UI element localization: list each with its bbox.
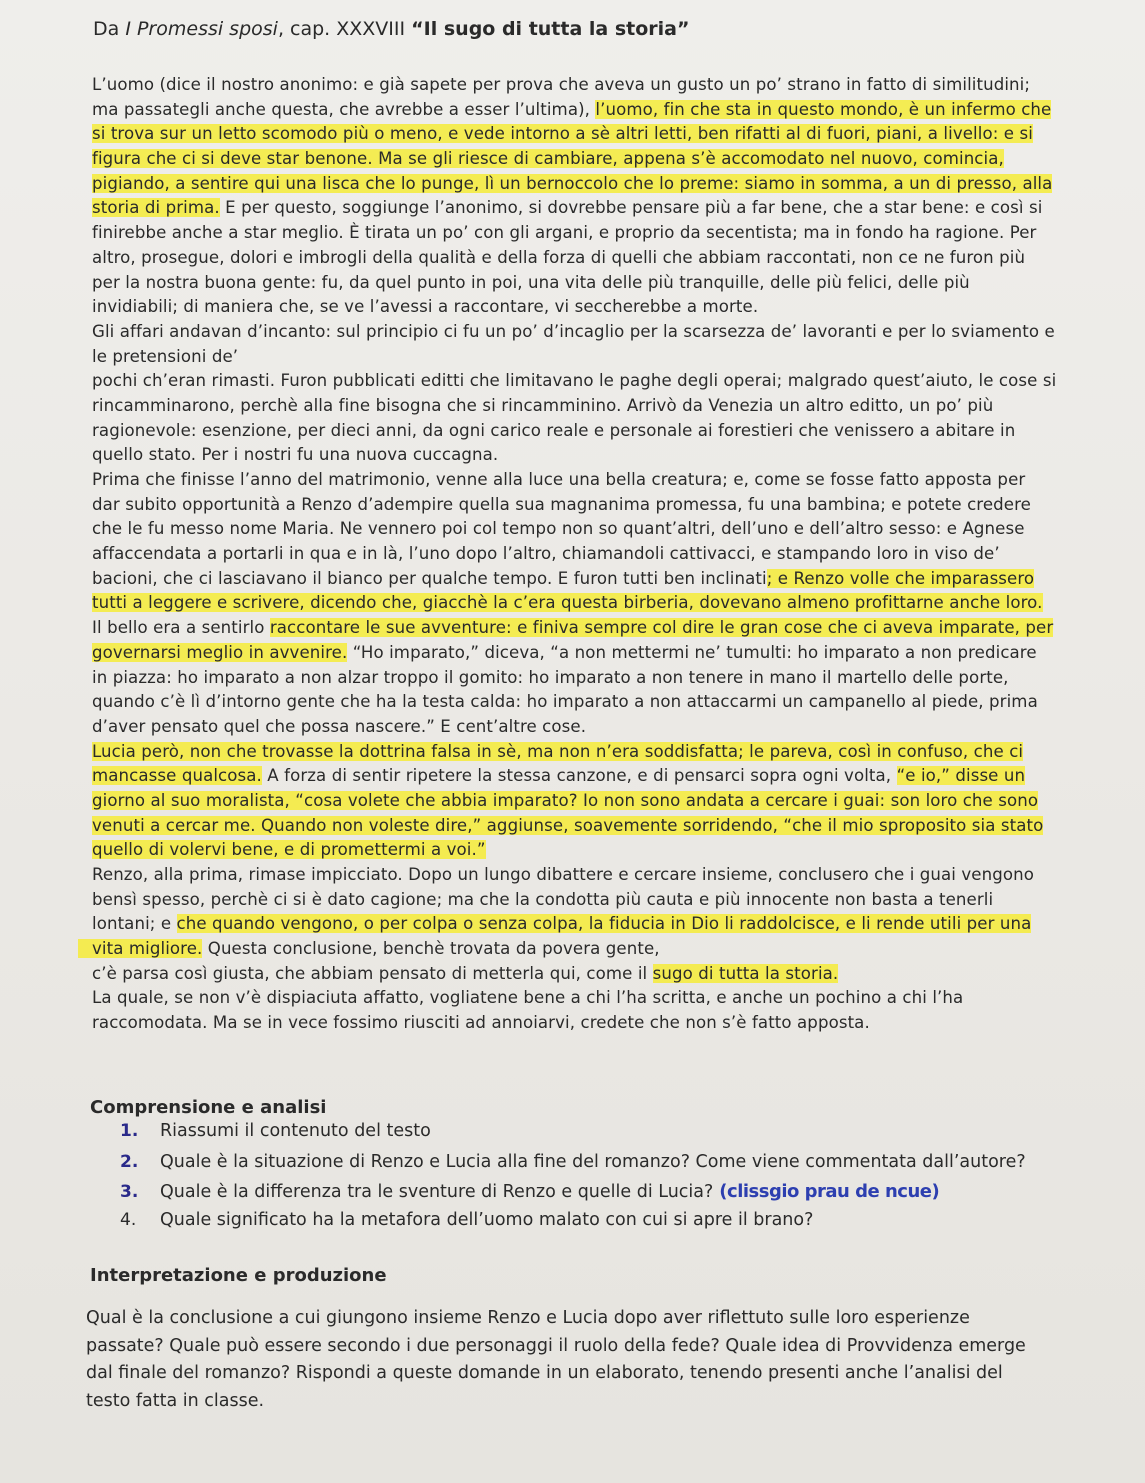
prompt-line: testo fatta in classe. xyxy=(86,1390,265,1411)
text-segment: ragionevole: esenzione, per dieci anni, da ogni carico reale e personale ai forestieri che venissero a abitare in xyxy=(92,420,1016,440)
passage-line xyxy=(92,764,1042,789)
question-1 xyxy=(120,1121,431,1141)
question-4 xyxy=(120,1210,813,1230)
prompt-line: dal finale del romanzo? Rispondi a queste domande in un elaborato, tenendo presenti anche l’analisi del xyxy=(86,1363,1003,1383)
highlighted-text: “e io,” disse un xyxy=(896,766,1026,786)
title-work: I Promessi sposi xyxy=(125,18,278,40)
passage-line xyxy=(92,838,1042,863)
highlighted-text: venuti a cercar me. Quando non voleste dire,” aggiunse, soavemente sorridendo, “che il mio sproposito sia stato xyxy=(92,815,1044,835)
passage-line xyxy=(92,542,1042,567)
passage-line xyxy=(92,98,1052,123)
passage-line xyxy=(92,591,1042,616)
passage-line xyxy=(92,345,1042,370)
passage-line xyxy=(92,271,1042,296)
passage-line xyxy=(92,147,1042,172)
passage-line xyxy=(92,789,1042,814)
text-segment: Questa conclusione, benchè trovata da povera gente, xyxy=(202,939,660,959)
question-number: 1. xyxy=(120,1121,139,1141)
text-segment: ma passategli anche questa, che avrebbe a esser l’ultima), xyxy=(92,99,596,119)
passage-line xyxy=(92,567,1042,592)
passage-line xyxy=(92,962,1042,987)
passage-line xyxy=(92,369,1057,394)
passage-line xyxy=(92,517,1042,542)
passage-line xyxy=(92,73,1042,98)
highlighted-text: che quando vengono, o per colpa o senza colpa, la fiducia in Dio li raddolcisce, e li rende utili per una xyxy=(176,914,1032,934)
text-segment: L’uomo (dice il nostro anonimo: e già sapete per prova che aveva un gusto un po’ strano in fatto di similitudini; xyxy=(92,75,1031,94)
passage-line xyxy=(92,616,1054,641)
highlighted-text: quello di volervi bene, e di promettermi a voi.” xyxy=(92,840,486,860)
passage-line xyxy=(92,690,1042,715)
text-segment: c’è parsa così giusta, che abbiam pensato di metterla qui, come il xyxy=(92,963,653,983)
passage-line xyxy=(92,295,1042,320)
text-segment: Gli affari andavan d’incanto: sul principio ci fu un po’ d’incaglio per la scarsezza de’ lavoranti e per lo sviamento e xyxy=(92,321,1055,341)
text-segment: “Ho imparato,” diceva, “a non mettermi ne’ tumulti: ho imparato a non predicare xyxy=(347,642,1037,662)
highlighted-text: sugo di tutta la storia. xyxy=(652,963,839,983)
passage-line xyxy=(92,912,1042,937)
text-segment: invidiabili; di maniera che, se ve l’avessi a raccontare, vi seccherebbe a morte. xyxy=(92,297,759,317)
passage-line xyxy=(92,888,1042,913)
passage-line xyxy=(92,666,1042,691)
text-segment: pochi ch’eran rimasti. Furon pubblicati editti che limitavano le paghe degli operai; malgrado quest’aiuto, le cose si xyxy=(92,371,1057,391)
text-segment: per la nostra buona gente: fu, da quel punto in poi, una vita delle più tranquille, delle più felici, delle più xyxy=(92,272,970,292)
passage-line xyxy=(92,986,1042,1011)
question-text: Quale significato ha la metafora dell’uomo malato con cui si apre il brano? xyxy=(160,1210,814,1230)
highlighted-text: giorno al suo moralista, “cosa volete che abbia imparato? Io non sono andata a cercare i guai: son loro che sono xyxy=(92,790,1039,810)
prompt-line: Qual è la conclusione a cui giungono insieme Renzo e Lucia dopo aver riflettuto sulle loro esperienze xyxy=(86,1308,970,1328)
title-chapter: , cap. XXXVIII xyxy=(277,18,412,40)
text-segment: finirebbe anche a star meglio. È tirata un po’ con gli argani, e proprio da secentista; ma in fondo ha ragione. Per xyxy=(92,223,1037,243)
question-number: 2. xyxy=(120,1152,139,1172)
page-title xyxy=(93,18,689,40)
question-3 xyxy=(120,1181,939,1202)
question-text: Riassumi il contenuto del testo xyxy=(160,1121,431,1141)
text-segment: raccomodata. Ma se in vece fossimo riusciti ad annoiarvi, credete che non s’è fatto apposta. xyxy=(92,1013,870,1033)
passage-line xyxy=(92,493,1042,518)
highlighted-text: ; e Renzo volle che imparassero xyxy=(766,568,1035,588)
question-2 xyxy=(120,1152,1026,1172)
text-segment: bensì spesso, perchè ci si è dato cagione; ma che la condotta più cauta e più innocente non basta a tenerli xyxy=(92,889,994,909)
interpretation-heading: Interpretazione e produzione xyxy=(90,1265,387,1286)
text-segment: che le fu messo nome Maria. Ne vennero poi col tempo non so quant’altri, dell’uno e dell’altro sesso: e Agnese xyxy=(92,519,1025,539)
highlighted-text: figura che ci si deve star benone. Ma se gli riesce di cambiare, appena s’è accomodato nel nuovo, comincia, xyxy=(92,149,1004,169)
passage-line xyxy=(92,419,1042,444)
passage-line xyxy=(92,172,1053,197)
passage-line xyxy=(92,320,1055,345)
text-segment: Prima che finisse l’anno del matrimonio, venne alla luce una bella creatura; e, come se fosse fatto apposta per xyxy=(92,470,1026,489)
handwritten-note: (clissgio prau de ncue) xyxy=(719,1181,940,1202)
text-segment: lontani; e xyxy=(92,914,177,934)
highlighted-text: raccontare le sue avventure: e finiva sempre col dire le gran cose che ci aveva imparate, per xyxy=(269,618,1054,638)
text-segment: in piazza: ho imparato a non alzar troppo il gomito: ho imparato a non tenere in mano il martello delle porte, xyxy=(92,667,1009,687)
highlighted-text: storia di prima. xyxy=(92,198,220,218)
question-number: 4. xyxy=(120,1210,137,1230)
text-segment: A forza di sentir ripetere la stessa canzone, e di pensarci sopra ogni volta, xyxy=(261,766,897,786)
comprehension-heading: Comprensione e analisi xyxy=(90,1097,327,1118)
title-quote: “Il sugo di tutta la storia” xyxy=(411,18,690,40)
text-segment: La quale, se non v’è dispiaciuta affatto, vogliatene bene a chi l’ha scritta, e anche un pochino a chi l’ha xyxy=(92,988,964,1008)
text-segment: dar subito opportunità a Renzo d’adempire quella sua magnanima promessa, fu una bambina; e potete credere xyxy=(92,494,1031,514)
highlighted-text: l’uomo, fin che sta in questo mondo, è un infermo che xyxy=(595,99,1052,119)
question-text: Quale è la situazione di Renzo e Lucia alla fine del romanzo? Come viene commentata dall’autore? xyxy=(160,1152,1026,1172)
passage-text xyxy=(92,73,1057,1036)
question-text: Quale è la differenza tra le sventure di Renzo e quelle di Lucia? xyxy=(160,1181,714,1202)
passage-line xyxy=(92,641,1042,666)
highlighted-text: tutti a leggere e scrivere, dicendo che, giacchè la c’era questa birberia, dovevano almeno profittarne anche loro. xyxy=(92,593,1043,613)
text-segment: altro, prosegue, dolori e imbrogli della qualità e della forza di quelli che abbiam raccontati, non ce ne furon più xyxy=(92,247,1026,267)
text-segment: le pretensioni de’ xyxy=(92,346,239,366)
highlighted-text: pigiando, a sentire qui una lisca che lo punge, lì un bernoccolo che lo preme: siamo in somma, a un di presso, alla xyxy=(92,173,1053,193)
passage-line xyxy=(92,1011,1042,1036)
text-segment: affaccendata a portarli in qua e in là, l’uno dopo l’altro, chiamandoli cattivacci, e stampando loro in viso de’ xyxy=(92,544,1000,564)
passage-line xyxy=(92,443,1042,468)
highlighted-text: si trova sur un letto scomodo più o meno, e vede intorno a sè altri letti, ben rifatti al di fuori, piani, a livello: e si xyxy=(92,124,1033,144)
passage-line xyxy=(92,246,1042,271)
text-segment: d’aver pensato quel che possa nascere.” E cent’altre cose. xyxy=(92,716,587,736)
text-segment: quando c’è lì d’intorno gente che ha la testa calda: ho imparato a non attaccarmi un campanello al piede, prima xyxy=(92,692,1038,712)
passage-line xyxy=(92,468,1042,493)
highlighted-text: mancasse qualcosa. xyxy=(92,766,262,786)
passage-line xyxy=(92,196,1042,221)
passage-line xyxy=(92,221,1042,246)
text-segment: rincamminarono, perchè alla fine bisogna che si rincamminino. Arrivò da Venezia un altro editto, un po’ più xyxy=(92,395,994,415)
prompt-line: passate? Quale può essere secondo i due personaggi il ruolo della fede? Quale idea di Provvidenza emerge xyxy=(86,1335,1026,1356)
text-segment: quello stato. Per i nostri fu una nuova cuccagna. xyxy=(92,445,499,465)
passage-line xyxy=(92,863,1042,888)
text-segment: Il bello era a sentirlo xyxy=(92,618,270,638)
passage-line xyxy=(92,715,1042,740)
passage-line xyxy=(92,814,1042,839)
highlighted-text: governarsi meglio in avvenire. xyxy=(92,642,348,662)
highlighted-text: Lucia però, non che trovasse la dottrina falsa in sè, ma non n’era soddisfatta; le pareva, così in confuso, che ci xyxy=(92,741,1024,761)
title-prefix: Da xyxy=(93,18,126,40)
question-number: 3. xyxy=(120,1181,139,1202)
passage-line xyxy=(92,937,1042,962)
passage-line xyxy=(92,740,1042,765)
passage-line xyxy=(92,394,1042,419)
passage-line xyxy=(92,122,1042,147)
highlighted-text: vita migliore. xyxy=(92,939,203,959)
interpretation-prompt xyxy=(86,1305,1061,1415)
text-segment: E per questo, soggiunge l’anonimo, si dovrebbe pensare più a far bene, che a star bene: e così si xyxy=(219,198,1043,218)
text-segment: Renzo, alla prima, rimase impicciato. Dopo un lungo dibattere e cercare insieme, conclusero che i guai vengono xyxy=(92,865,1034,884)
text-segment: bacioni, che ci lasciavano il bianco per qualche tempo. E furon tutti ben inclinati xyxy=(92,568,767,588)
